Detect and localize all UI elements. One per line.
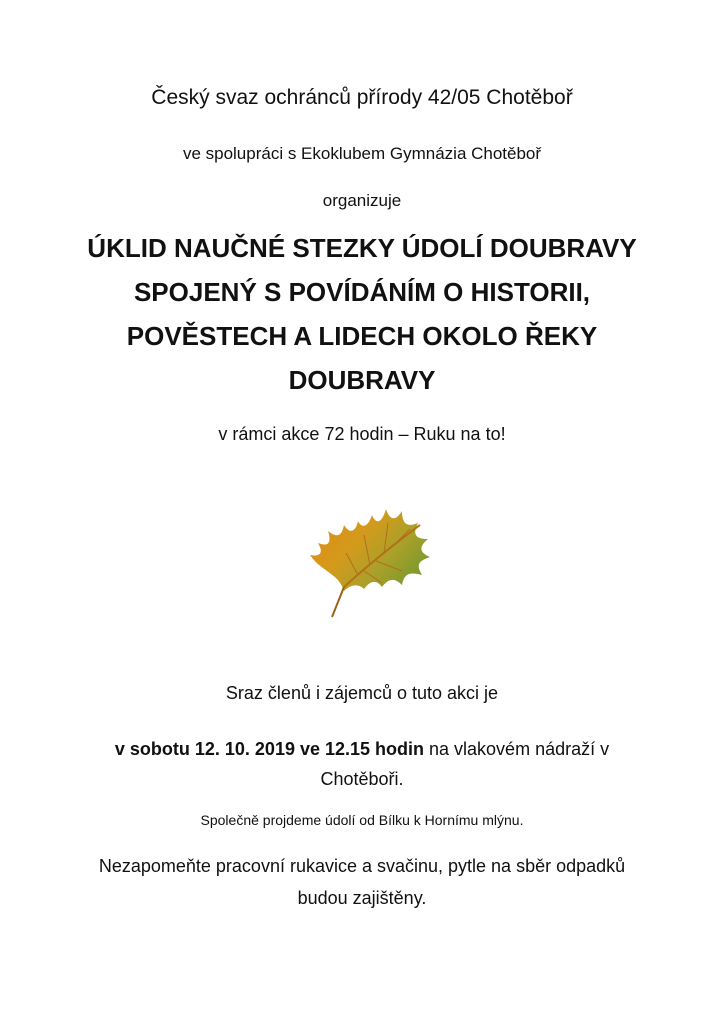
- route-note: Společně projdeme údolí od Bílku k Hornímu mlýnu.: [200, 812, 524, 828]
- event-subtitle: v rámci akce 72 hodin – Ruku na to!: [218, 424, 506, 444]
- event-title: ÚKLID NAUČNÉ STEZKY ÚDOLÍ DOUBRAVY SPOJENÝ S POVÍDÁNÍM O HISTORII, POVĚSTECH A LIDECH OKOLO ŘEKY DOUBRAVY: [87, 233, 637, 395]
- meeting-intro: Sraz členů i zájemců o tuto akci je: [225, 683, 499, 703]
- meeting-time: v sobotu 12. 10. 2019 ve 12.15 hodin: [114, 739, 425, 759]
- organizes-line: organizuje: [322, 191, 402, 210]
- meeting-details: [90, 734, 634, 794]
- oak-leaf-icon: [298, 495, 448, 620]
- cooperation-line: ve spolupráci s Ekoklubem Gymnázia Chotěboř: [182, 144, 542, 163]
- organization-heading: Český svaz ochránců přírody 42/05 Chotěboř: [151, 86, 573, 109]
- meeting-place: na vlakovém nádraží v Chotěboři.: [320, 739, 610, 789]
- reminder-note: Nezapomeňte pracovní rukavice a svačinu, pytle na sběr odpadků budou zajištěny.: [98, 856, 626, 908]
